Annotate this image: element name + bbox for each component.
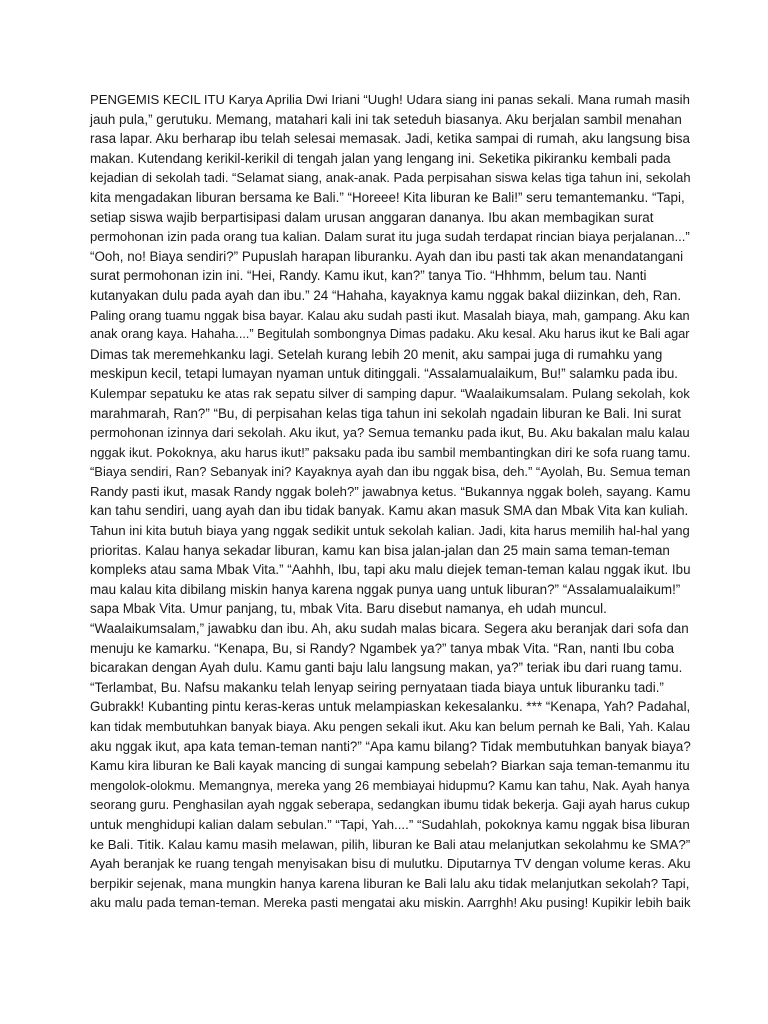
text-line: mengolok-olokmu. Memangnya, mereka yang 26 membiayai hidupmu? Kamu kan tahu, Nak. Ayah hanya (90, 777, 690, 793)
text-line: aku malu pada teman-teman. Mereka pasti mengatai aku miskin. Aarrghh! Aku pusing! Kupikir lebih baik (90, 895, 691, 911)
text-line: jauh pula,” gerutuku. Memang, matahari kali ini tak seteduh biasanya. Aku berjalan sambil menahan (90, 111, 682, 127)
text-line: untuk menghidupi kalian dalam sebulan.” “Tapi, Yah....” “Sudahlah, pokoknya kamu nggak bisa liburan (90, 816, 690, 832)
text-line: setiap siswa wajib berpartisipasi dalam urusan anggaran dananya. Ibu akan membagikan surat (90, 209, 654, 225)
text-line: seorang guru. Penghasilan ayah nggak seberapa, sedangkan ibumu tidak bekerja. Gaji ayah harus cukup (90, 797, 690, 813)
text-line: kita mengadakan liburan bersama ke Bali.” “Horeee! Kita liburan ke Bali!” seru temantemanku. “Tapi, (90, 189, 685, 205)
text-line: PENGEMIS KECIL ITU Karya Aprilia Dwi Iriani “Uugh! Udara siang ini panas sekali. Mana rumah masih (90, 92, 690, 107)
text-line: kompleks atau sama Mbak Vita.” “Aahhh, Ibu, tapi aku malu diejek teman-teman kalau nggak ikut. Ibu (90, 562, 691, 578)
text-line: aku nggak ikut, apa kata teman-teman nanti?” “Apa kamu bilang? Tidak membutuhkan banyak biaya? (90, 738, 691, 754)
text-line: Paling orang tuamu nggak bisa bayar. Kalau aku sudah pasti ikut. Masalah biaya, mah, gampang. Aku kan (90, 307, 690, 323)
text-line: mau kalau kita dibilang miskin hanya karena nggak punya uang untuk liburan?” “Assalamualaikum!” (90, 581, 681, 597)
text-line: sapa Mbak Vita. Umur panjang, tu, mbak Vita. Baru disebut namanya, eh udah muncul. (90, 601, 607, 617)
text-line: Ayah beranjak ke ruang tengah menyisakan bisu di mulutku. Diputarnya TV dengan volume keras. Aku (90, 856, 691, 872)
text-line: Gubrakk! Kubanting pintu keras-keras untuk melampiaskan kekesalanku. *** “Kenapa, Yah? Padahal, (90, 699, 691, 715)
text-line: menuju ke kamarku. “Kenapa, Bu, si Randy? Ngambek ya?” tanya mbak Vita. “Ran, nanti Ibu coba (90, 640, 675, 656)
text-line: “Terlambat, Bu. Nafsu makanku telah lenyap seiring pernyataan tiada biaya untuk liburanku tadi.” (90, 679, 664, 695)
text-line: Dimas tak meremehkanku lagi. Setelah kurang lebih 20 menit, aku sampai juga di rumahku yang (90, 346, 663, 362)
text-line: anak orang kaya. Hahaha....” Begitulah sombongnya Dimas padaku. Aku kesal. Aku harus ikut ke Bali agar (90, 327, 690, 342)
text-line: Kulempar sepatuku ke atas rak sepatu silver di samping dapur. “Waalaikumsalam. Pulang sekolah, kok (90, 385, 690, 401)
text-line: rasa lapar. Aku berharap ibu telah selesai memasak. Jadi, ketika sampai di rumah, aku langsung bisa (90, 131, 690, 147)
text-line: prioritas. Kalau hanya sekadar liburan, kamu kan bisa jalan-jalan dan 25 main sama teman-teman (90, 542, 670, 558)
text-line: kan tidak membutuhkan banyak biaya. Aku pengen sekali ikut. Aku kan belum pernah ke Bali, Yah. Kalau (90, 719, 691, 734)
text-line: bicarakan dengan Ayah dulu. Kamu ganti baju lalu langsung makan, ya?” teriak ibu dari ruang tamu. (90, 660, 683, 676)
text-line: kutanyakan dulu pada ayah dan ibu.” 24 “Hahaha, kayaknya kamu nggak bakal diizinkan, deh, Ran. (90, 287, 682, 303)
text-line: “Ooh, no! Biaya sendiri?” Pupuslah harapan liburanku. Ayah dan ibu pasti tak akan menandatangani (90, 248, 684, 264)
text-line: nggak ikut. Pokoknya, aku harus ikut!” paksaku pada ibu sambil membantingkan diri ke sofa ruang tamu. (90, 444, 691, 460)
story-text (90, 90, 690, 913)
text-line: makan. Kutendang kerikil-kerikil di tengah jalan yang lengang ini. Seketika pikiranku kembali pada (90, 150, 671, 166)
text-line: ke Bali. Titik. Kalau kamu masih melawan, pilih, liburan ke Bali atau melanjutkan sekolahmu ke SMA?” (90, 836, 691, 852)
text-line: berpikir sejenak, mana mungkin hanya karena liburan ke Bali lalu aku tidak melanjutkan sekolah? Tapi, (90, 875, 690, 891)
text-line: permohonan izinnya dari sekolah. Aku ikut, ya? Semua temanku pada ikut, Bu. Aku bakalan malu kalau (90, 425, 690, 441)
text-line: Tahun ini kita butuh biaya yang nggak sedikit untuk sekolah kalian. Jadi, kita harus memilih hal-hal yang (90, 523, 690, 539)
text-line: permohonan izin pada orang tua kalian. Dalam surat itu juga sudah terdapat rincian biaya perjalanan...” (90, 229, 690, 245)
text-line: Kamu kira liburan ke Bali kayak mancing di sungai kampung sebelah? Biarkan saja teman-temanmu itu (90, 758, 690, 774)
text-line: marahmarah, Ran?” “Bu, di perpisahan kelas tiga tahun ini sekolah ngadain liburan ke Bali. Ini surat (90, 405, 682, 421)
text-line: meskipun kecil, tetapi lumayan nyaman untuk ditinggali. “Assalamualaikum, Bu!” salamku pada ibu. (90, 366, 678, 382)
text-line: “Waalaikumsalam,” jawabku dan ibu. Ah, aku sudah malas bicara. Segera aku beranjak dari sofa dan (90, 621, 689, 637)
text-line: kejadian di sekolah tadi. “Selamat siang, anak-anak. Pada perpisahan siswa kelas tiga tahun ini, sekolah (90, 170, 691, 186)
text-line: kan tahu sendiri, uang ayah dan ibu tidak banyak. Kamu akan masuk SMA dan Mbak Vita kan kuliah. (90, 503, 689, 519)
text-line: Randy pasti ikut, masak Randy nggak boleh?” jawabnya ketus. “Bukannya nggak boleh, sayang. Kamu (90, 483, 691, 499)
text-line: “Biaya sendiri, Ran? Sebanyak ini? Kayaknya ayah dan ibu nggak bisa, deh.” “Ayolah, Bu. Semua teman (90, 464, 691, 480)
text-line: surat permohonan izin ini. “Hei, Randy. Kamu ikut, kan?” tanya Tio. “Hhhmm, belum tau. Nanti (90, 268, 647, 284)
